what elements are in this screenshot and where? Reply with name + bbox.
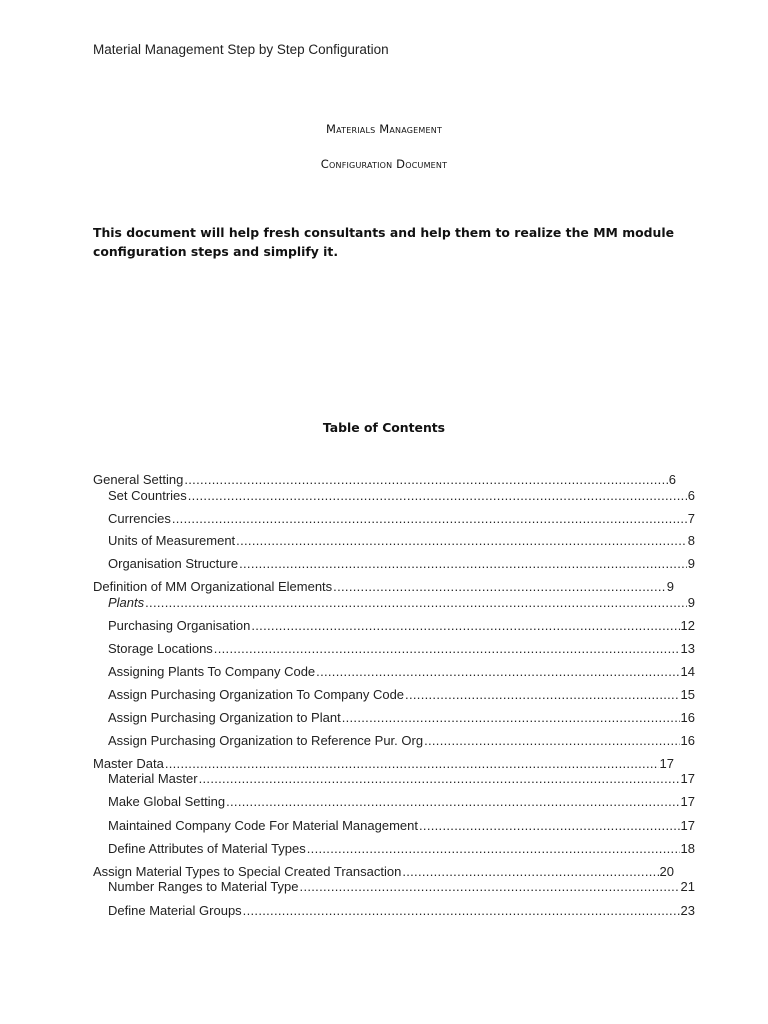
toc-entry-label: Plants — [108, 595, 145, 610]
toc-entry-page: 17 — [680, 818, 695, 833]
toc-entry-label: Make Global Setting — [108, 794, 226, 809]
document-subtitle: Configuration Document — [320, 157, 448, 171]
toc-entry-general-setting[interactable] — [93, 472, 676, 488]
toc-entry-page: 23 — [680, 903, 695, 918]
toc-entry-make-global-setting[interactable] — [108, 794, 695, 810]
toc-entry-organisation-structure[interactable] — [108, 556, 695, 572]
toc-entry-currencies[interactable] — [108, 511, 695, 527]
toc-entry-number-ranges-to-material-type[interactable] — [108, 879, 695, 895]
toc-entry-master-data[interactable] — [93, 756, 674, 772]
toc-entry-units-of-measurement[interactable] — [108, 533, 695, 549]
toc-entry-page: 6 — [687, 488, 695, 503]
toc-entry-assigning-plants-to-company-code[interactable] — [108, 664, 695, 680]
toc-entry-page: 20 — [659, 864, 674, 879]
toc-entry-label: Assign Purchasing Organization To Company Code — [108, 687, 405, 702]
toc-entry-page: 18 — [680, 841, 695, 856]
document-title: Materials Management — [325, 122, 443, 136]
intro-paragraph: This document will help fresh consultants and help them to realize the MM module configuration steps and simplify it. — [93, 225, 674, 259]
toc-entry-page: 17 — [659, 756, 674, 771]
toc-entry-label: Number Ranges to Material Type — [108, 879, 299, 894]
toc-entry-label: Material Master — [108, 771, 198, 786]
toc-entry-assign-purchasing-organization-to-company-code[interactable] — [108, 687, 695, 703]
toc-entry-maintained-company-code-for-material-management[interactable] — [108, 818, 695, 834]
toc-entry-label: Master Data — [93, 756, 164, 771]
toc-entry-material-master[interactable] — [108, 771, 695, 787]
toc-entry-label: Assign Purchasing Organization to Plant — [108, 710, 341, 725]
toc-entry-label: Currencies — [108, 511, 171, 526]
toc-entry-label: Define Material Groups — [108, 903, 242, 918]
toc-entry-page: 16 — [680, 733, 695, 748]
toc-entry-define-material-groups[interactable] — [108, 903, 695, 919]
toc-entry-label: Define Attributes of Material Types — [108, 841, 306, 856]
toc-entry-label: Units of Measurement — [108, 533, 236, 548]
toc-entry-label: Assigning Plants To Company Code — [108, 664, 316, 679]
toc-entry-label: Maintained Company Code For Material Management — [108, 818, 418, 833]
toc-entry-purchasing-organisation[interactable] — [108, 618, 695, 634]
toc-entry-page: 6 — [668, 472, 676, 487]
toc-entry-page: 9 — [687, 595, 695, 610]
toc-entry-label: Assign Purchasing Organization to Reference Pur. Org — [108, 733, 424, 748]
toc-entry-label: Definition of MM Organizational Elements — [93, 579, 333, 594]
toc-entry-page: 16 — [680, 710, 695, 725]
toc-entry-label: Storage Locations — [108, 641, 213, 656]
toc-entry-assign-purchasing-organization-to-reference-pur-org[interactable] — [108, 733, 695, 749]
toc-entry-page: 15 — [680, 687, 695, 702]
toc-entry-label: Assign Material Types to Special Created Transaction — [93, 864, 402, 879]
toc-entry-define-attributes-of-material-types[interactable] — [108, 841, 695, 857]
toc-entry-plants[interactable] — [108, 595, 695, 611]
toc-entry-page: 9 — [687, 556, 695, 571]
toc-entry-page: 14 — [680, 664, 695, 679]
toc-entry-label: Set Countries — [108, 488, 187, 503]
toc-entry-page: 13 — [680, 641, 695, 656]
toc-entry-assign-purchasing-organization-to-plant[interactable] — [108, 710, 695, 726]
toc-entry-storage-locations[interactable] — [108, 641, 695, 657]
toc-entry-label: Organisation Structure — [108, 556, 239, 571]
toc-heading: Table of Contents — [322, 420, 446, 435]
toc-entry-assign-material-types-to-special-created-transaction[interactable] — [93, 864, 674, 880]
toc-entry-page: 21 — [680, 879, 695, 894]
toc-entry-label: General Setting — [93, 472, 184, 487]
toc-entry-set-countries[interactable] — [108, 488, 695, 504]
toc-entry-definition-of-mm-organizational-elements[interactable] — [93, 579, 674, 595]
toc-entry-page: 17 — [680, 794, 695, 809]
toc-entry-label: Purchasing Organisation — [108, 618, 251, 633]
toc-entry-page: 8 — [687, 533, 695, 548]
toc-entry-page: 7 — [687, 511, 695, 526]
toc-entry-page: 17 — [680, 771, 695, 786]
toc-entry-page: 12 — [680, 618, 695, 633]
running-header: Material Management Step by Step Configuration — [93, 42, 389, 57]
toc-entry-page: 9 — [666, 579, 674, 594]
